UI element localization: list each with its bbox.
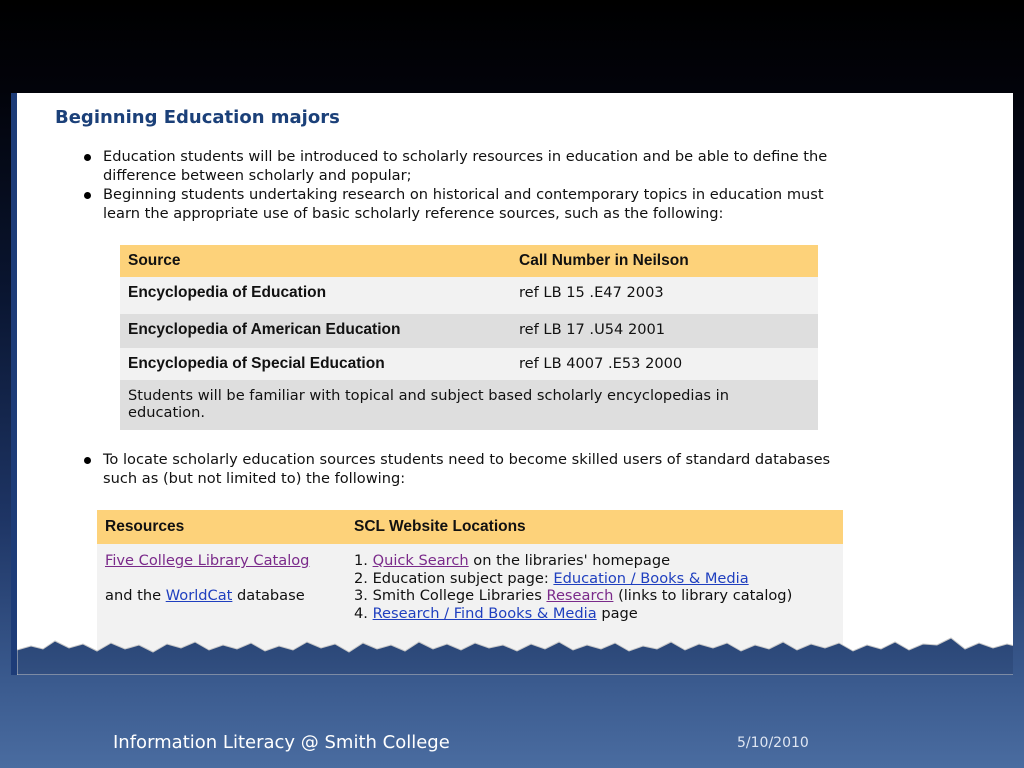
footer-date: 5/10/2010 bbox=[737, 735, 809, 751]
call-number-cell: ref LB 15 .E47 2003 bbox=[511, 277, 818, 314]
slide-content-clipping bbox=[11, 93, 1013, 675]
column-header-scl-locations: SCL Website Locations bbox=[346, 510, 843, 544]
column-header-source: Source bbox=[120, 245, 511, 277]
source-cell: Encyclopedia of Special Education bbox=[120, 348, 511, 380]
worldcat-link[interactable]: WorldCat bbox=[165, 587, 233, 604]
research-find-books-media-link[interactable]: Research / Find Books & Media bbox=[372, 604, 597, 622]
source-cell: Encyclopedia of Education bbox=[120, 277, 511, 314]
column-header-call-number: Call Number in Neilson bbox=[511, 245, 818, 277]
footer-title: Information Literacy @ Smith College bbox=[113, 732, 450, 753]
list-item: To locate scholarly education sources students need to become skilled users of standard databases such as (but not limited to) the following: bbox=[79, 451, 839, 488]
research-link[interactable]: Research bbox=[546, 587, 614, 604]
list-item: Beginning students undertaking research on historical and contemporary topics in education must learn the appropriate use of basic scholarly reference sources, such as the following: bbox=[79, 186, 839, 223]
resources-cell: Five College Library Catalog and the WorldCat database bbox=[97, 544, 346, 664]
source-cell: Encyclopedia of American Education bbox=[120, 314, 511, 348]
call-number-cell: ref LB 4007 .E53 2000 bbox=[511, 348, 818, 380]
list-item: Education students will be introduced to scholarly resources in education and be able to define the difference between scholarly and popular; bbox=[79, 148, 839, 185]
education-books-media-link[interactable]: Education / Books & Media bbox=[553, 569, 749, 587]
quick-search-link[interactable]: Quick Search bbox=[372, 552, 469, 569]
locations-cell: 1. Quick Search on the libraries' homepage 2. Education subject page: Education / Books & Media 3. Smith College Libraries Research (links to library catalog) 4. Research / Find Books & Media page bbox=[346, 544, 843, 664]
page-title: Beginning Education majors bbox=[55, 107, 340, 128]
call-number-cell: ref LB 17 .U54 2001 bbox=[511, 314, 818, 348]
torn-edge-effect bbox=[17, 93, 1013, 675]
table-note: Students will be familiar with topical and subject based scholarly encyclopedias in education. bbox=[120, 380, 818, 430]
five-college-catalog-link[interactable]: Five College Library Catalog bbox=[105, 552, 310, 569]
column-header-resources: Resources bbox=[97, 510, 346, 544]
